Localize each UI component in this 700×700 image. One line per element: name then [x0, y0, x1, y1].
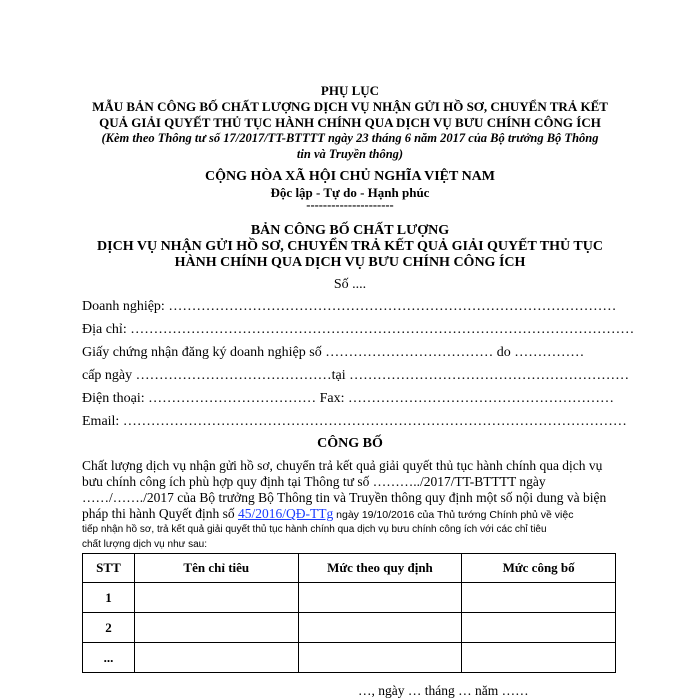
- document-title-line1: BẢN CÔNG BỐ CHẤT LƯỢNG: [250, 223, 450, 238]
- announce-paragraph-line2: bưu chính công ích phù hợp quy định tại Thông tư số ………../2017/TT-BTTTT ngày: [82, 474, 546, 489]
- column-header-announced-level: Mức công bố: [462, 554, 616, 583]
- national-motto: Độc lập - Tự do - Hạnh phúc: [270, 185, 430, 200]
- table-cell-criterion: [134, 583, 298, 613]
- table-cell-announced-level: [462, 583, 616, 613]
- document-title-line3: HÀNH CHÍNH QUA DỊCH VỤ BƯU CHÍNH CÔNG ÍCH: [174, 255, 526, 270]
- line4-suffix: ngày 19/10/2016 của Thủ tướng Chính phủ về việc: [333, 509, 574, 521]
- appendix-label: PHỤ LỤC: [320, 83, 380, 98]
- place-date-line: …, ngày … tháng … năm ……: [358, 683, 529, 698]
- document-title-line2: DỊCH VỤ NHẬN GỬI HỒ SƠ, CHUYỂN TRẢ KẾT QUẢ GIẢI QUYẾT THỦ TỤC: [97, 239, 603, 254]
- table-cell-regulated-level: [298, 613, 462, 643]
- table-cell-regulated-level: [298, 643, 462, 673]
- line4-prefix: pháp thi hành Quyết định số: [82, 506, 238, 521]
- announce-paragraph-line5: tiếp nhận hồ sơ, trả kết quả giải quyết thủ tục hành chính qua dịch vụ bưu chính công ích với các chỉ tiêu: [82, 524, 547, 535]
- announce-paragraph-line6: chất lượng dịch vụ như sau:: [82, 539, 208, 550]
- announce-paragraph-line3: ……/……./2017 của Bộ trưởng Bộ Thông tin và Truyền thông quy định một số nội dung và biện: [82, 490, 607, 505]
- form-note-line2: tin và Truyền thông): [296, 147, 404, 161]
- table-row: [83, 643, 616, 673]
- table-cell-stt: ...: [83, 643, 135, 673]
- table-row: [83, 613, 616, 643]
- table-header-row: [83, 554, 616, 583]
- announce-paragraph-line4: [82, 506, 573, 522]
- license-field: Giấy chứng nhận đăng ký doanh nghiệp số ……………………………… do ……………: [82, 345, 585, 360]
- form-title-line2: QUẢ GIẢI QUYẾT THỦ TỤC HÀNH CHÍNH QUA DỊCH VỤ BƯU CHÍNH CÔNG ÍCH: [99, 115, 601, 130]
- motto-divider: ---------------------: [306, 198, 394, 212]
- table-cell-stt: 1: [83, 583, 135, 613]
- announce-heading: CÔNG BỐ: [317, 436, 383, 451]
- table-cell-criterion: [134, 613, 298, 643]
- table-cell-regulated-level: [298, 583, 462, 613]
- announce-paragraph-line1: Chất lượng dịch vụ nhận gửi hồ sơ, chuyển trả kết quả giải quyết thủ tục hành chính qua dịch vụ: [82, 458, 603, 473]
- address-field: Địa chỉ: ………………………………………………………………………………………………: [82, 322, 635, 337]
- decision-link[interactable]: 45/2016/QĐ-TTg: [237, 506, 334, 521]
- criteria-table: [82, 553, 616, 673]
- enterprise-field: Doanh nghiệp: ……………………………………………………………………………………: [82, 299, 617, 314]
- form-note-line1: (Kèm theo Thông tư số 17/2017/TT-BTTTT ngày 23 tháng 6 năm 2017 của Bộ trưởng Bộ Thông: [101, 131, 599, 145]
- column-header-regulated-level: Mức theo quy định: [298, 554, 462, 583]
- table-cell-announced-level: [462, 613, 616, 643]
- country-name: CỘNG HÒA XÃ HỘI CHỦ NGHĨA VIỆT NAM: [204, 169, 495, 184]
- column-header-criterion: Tên chỉ tiêu: [134, 554, 298, 583]
- form-title-line1: MẪU BẢN CÔNG BỐ CHẤT LƯỢNG DỊCH VỤ NHẬN GỬI HỒ SƠ, CHUYỂN TRẢ KẾT: [92, 99, 608, 114]
- table-cell-announced-level: [462, 643, 616, 673]
- phone-fax-field: Điện thoại: ……………………………… Fax: …………………………………………………: [82, 391, 614, 406]
- document-number: Số ....: [333, 277, 367, 292]
- email-field: Email: ………………………………………………………………………………………………: [82, 414, 627, 429]
- table-cell-criterion: [134, 643, 298, 673]
- issued-field: cấp ngày ……………………………………tại ……………………………………………………: [82, 368, 630, 383]
- table-row: [83, 583, 616, 613]
- table-cell-stt: 2: [83, 613, 135, 643]
- column-header-stt: STT: [83, 554, 135, 583]
